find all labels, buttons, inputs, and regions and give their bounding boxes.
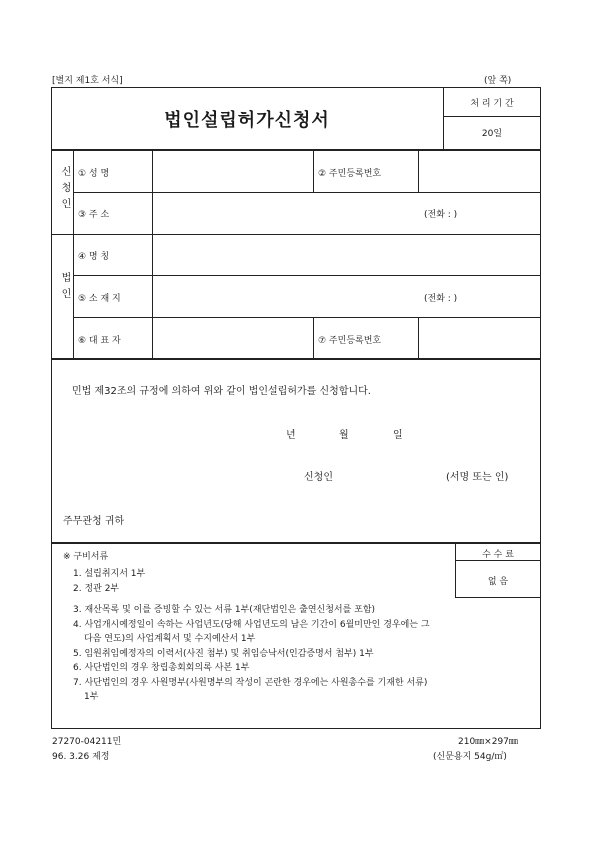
date-enacted: 96. 3.26 제정: [52, 752, 110, 762]
applicant-phone-label: (전화 : ): [424, 210, 458, 220]
corp-rep-rrn-field[interactable]: [420, 319, 539, 357]
document-item: 1. 설립취지서 1부: [73, 569, 146, 579]
document-item: 4. 사업개시예정일이 속하는 사업년도(당해 사업년도의 남은 기간이 6월미만인 경우에는 그: [73, 620, 430, 630]
corp-section-bottom: [51, 358, 541, 360]
document-item: 1부: [84, 692, 99, 702]
applicant-row-divider: [73, 192, 541, 193]
title-bottom-line: [51, 149, 541, 151]
corp-row-divider-2: [73, 317, 541, 318]
paper-size: 210㎜×297㎜: [458, 737, 518, 747]
document-item: 6. 사단법인의 경우 창립총회회의록 사본 1부: [73, 663, 250, 673]
applicant-name-label: ① 성 명: [78, 169, 110, 179]
corp-row-divider-1: [73, 275, 541, 276]
corp-name-label: ④ 명 칭: [78, 252, 110, 262]
corp-label-divider: [73, 234, 74, 359]
applicant-section-label: 신청인: [59, 166, 70, 214]
applicant-section-bottom: [51, 234, 541, 235]
corp-rrn-divider-right: [418, 317, 419, 359]
corp-rep-label: ⑥ 대 표 자: [78, 336, 121, 346]
corp-phone-label: (전화 : ): [424, 294, 458, 304]
side-label: (앞 쪽): [484, 76, 512, 86]
date-year-label: 년: [286, 430, 296, 441]
statement-section-bottom: [51, 542, 541, 544]
processing-period-value: 20일: [481, 129, 503, 139]
document-item: 다음 연도)의 사업계획서 및 수지예산서 1부: [84, 634, 256, 644]
document-item: 5. 임원취임예정자의 이력서(사진 첨부) 및 취임승낙서(인감증명서 첨부) 1부: [73, 649, 374, 659]
applicant-rrn-label: ② 주민등록번호: [318, 169, 382, 179]
corp-location-field[interactable]: [154, 277, 414, 315]
document-item: 3. 재산목록 및 이를 증빙할 수 있는 서류 1부(재단법인은 출연신청서를 포함): [73, 605, 376, 615]
corp-field-divider: [152, 234, 153, 359]
corp-rep-rrn-label: ⑦ 주민등록번호: [318, 336, 382, 346]
fee-label: 수 수 료: [482, 550, 514, 560]
applicant-rrn-field[interactable]: [420, 152, 539, 190]
applicant-address-field[interactable]: [154, 194, 414, 232]
corp-section-label: 법인: [59, 272, 70, 304]
form-label: [별지 제1호 서식]: [52, 76, 123, 86]
corp-location-label: ⑤ 소 재 지: [78, 294, 121, 304]
fee-value: 없 음: [487, 577, 509, 587]
documents-header: ※ 구비서류: [63, 552, 109, 562]
recipient-label: 주무관청 귀하: [63, 516, 125, 527]
date-day-label: 일: [393, 430, 403, 441]
applicant-sign-label: 신청인: [304, 472, 333, 483]
applicant-rrn-divider-left: [313, 150, 314, 192]
signature-label: (서명 또는 인): [446, 472, 509, 483]
applicant-name-field[interactable]: [154, 152, 311, 190]
date-month-label: 월: [339, 430, 349, 441]
fee-box-bottom: [455, 597, 541, 598]
fee-box-divider: [455, 560, 541, 561]
applicant-rrn-divider-right: [418, 150, 419, 192]
paper-type: (신문용지 54g/㎡): [433, 752, 507, 762]
corp-rep-field[interactable]: [154, 319, 311, 357]
statement-text: 민법 제32조의 규정에 의하여 위와 같이 법인설립허가를 신청합니다.: [72, 386, 371, 397]
corp-rrn-divider-left: [313, 317, 314, 359]
processing-period-label: 처 리 기 간: [470, 99, 514, 109]
document-item: 2. 정관 2부: [73, 584, 120, 594]
form-number: 27270-04211민: [52, 737, 122, 747]
document-item: 7. 사단법인의 경우 사원명부(사원명부의 작성이 곤란한 경우에는 사원총수를 기재한 서류): [73, 678, 428, 688]
applicant-address-label: ③ 주 소: [78, 210, 110, 220]
period-divider: [443, 116, 541, 117]
form-title: 법인설립허가신청서: [164, 110, 330, 131]
corp-name-field[interactable]: [154, 236, 539, 273]
